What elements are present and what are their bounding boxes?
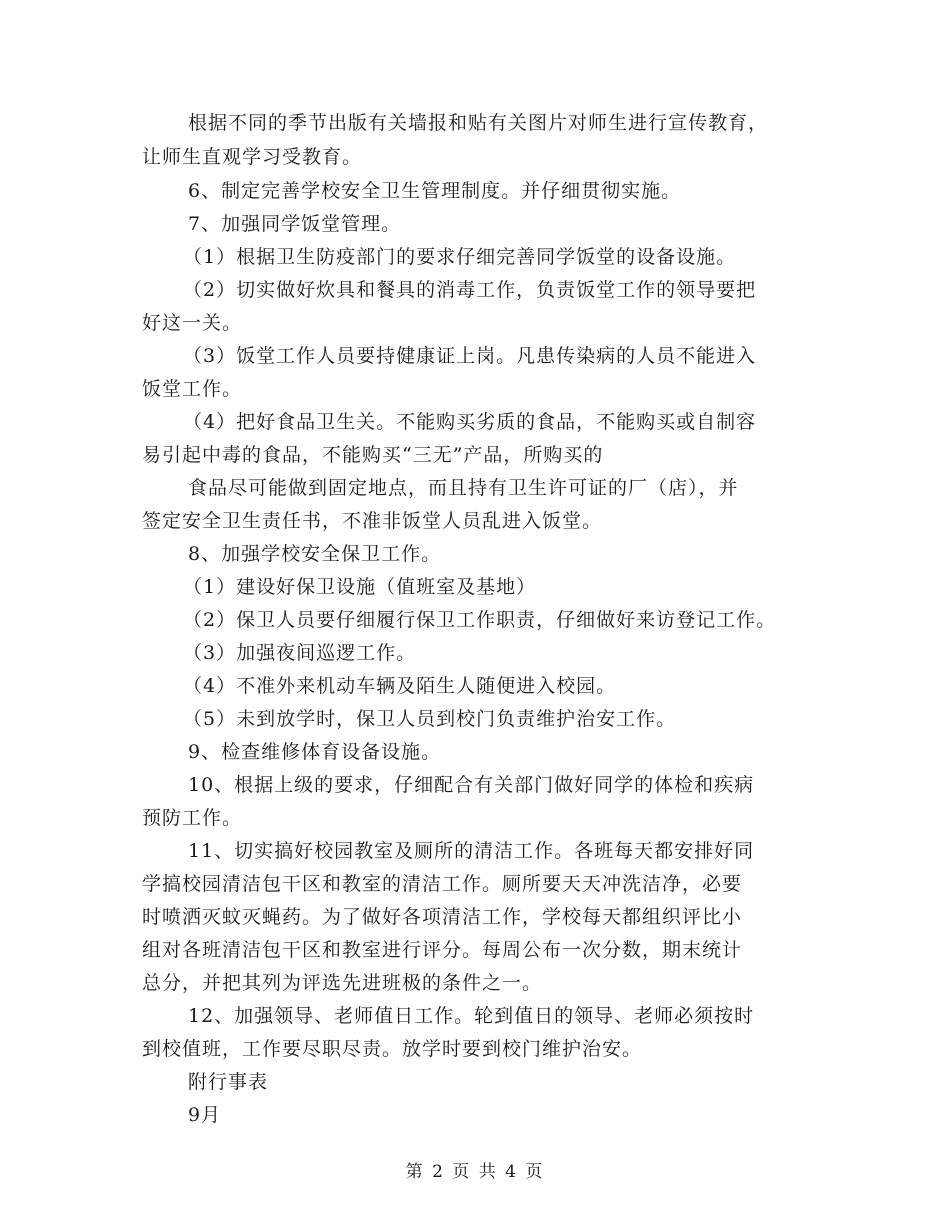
text-line-22: 预防工作。 <box>142 807 243 829</box>
text-line-25: 时喷洒灭蚊灭蝇药。为了做好各项清洁工作，学校每天都组织评比小 <box>142 906 743 928</box>
text-line-10: （4）把好食品卫生关。不能购买劣质的食品，不能购买或自制容 <box>183 411 757 433</box>
text-line-15: （1）建设好保卫设施（值班室及基地） <box>183 576 537 598</box>
text-line-11: 易引起中毒的食品，不能购买“三无”产品，所购买的 <box>142 444 604 466</box>
text-line-28: 12、加强领导、老师值日工作。轮到值日的领导、老师必须按时 <box>188 1005 755 1027</box>
text-line-6: （2）切实做好炊具和餐具的消毒工作，负责饭堂工作的领导要把 <box>183 279 757 301</box>
text-line-16: （2）保卫人员要仔细履行保卫工作职责，仔细做好来访登记工作。 <box>183 609 777 631</box>
text-line-13: 签定安全卫生责任书，不准非饭堂人员乱进入饭堂。 <box>142 510 603 532</box>
text-line-30: 附行事表 <box>188 1071 269 1093</box>
text-line-26: 组对各班清洁包干区和教室进行评分。每周公布一次分数，期末统计 <box>142 939 743 961</box>
text-line-29: 到校值班，工作要尽职尽责。放学时要到校门维护治安。 <box>142 1038 643 1060</box>
page-footer: 第 2 页 共 4 页 <box>405 1162 545 1182</box>
text-line-20: 9、检查维修体育设备设施。 <box>188 741 442 763</box>
text-line-17: （3）加强夜间巡逻工作。 <box>183 642 417 664</box>
text-line-12: 食品尽可能做到固定地点，而且持有卫生许可证的厂（店），并 <box>188 477 739 499</box>
text-line-9: 饭堂工作。 <box>142 378 243 400</box>
text-line-8: （3）饭堂工作人员要持健康证上岗。凡患传染病的人员不能进入 <box>183 345 757 367</box>
text-line-24: 学搞校园清洁包干区和教室的清洁工作。厕所要天天冲洗洁净，必要 <box>142 873 743 895</box>
text-line-27: 总分，并把其列为评选先进班极的条件之一。 <box>142 972 543 994</box>
text-line-23: 11、切实搞好校园教室及厕所的清洁工作。各班每天都安排好同 <box>188 840 755 862</box>
text-line-14: 8、加强学校安全保卫工作。 <box>188 543 442 565</box>
text-line-19: （5）未到放学时，保卫人员到校门负责维护治安工作。 <box>183 708 677 730</box>
text-line-7: 好这一关。 <box>142 312 243 334</box>
text-line-2: 让师生直观学习受教育。 <box>142 146 363 168</box>
text-line-5: （1）根据卫生防疫部门的要求仔细完善同学饭堂的设备设施。 <box>183 246 737 268</box>
text-line-1: 根据不同的季节出版有关墙报和贴有关图片对师生进行宣传教育， <box>188 112 769 134</box>
text-line-31: 9月 <box>188 1104 222 1126</box>
text-line-21: 10、根据上级的要求，仔细配合有关部门做好同学的体检和疾病 <box>188 774 755 796</box>
text-line-18: （4）不准外来机动车辆及陌生人随便进入校园。 <box>183 675 617 697</box>
text-line-3: 6、制定完善学校安全卫生管理制度。并仔细贯彻实施。 <box>188 180 682 202</box>
text-line-4: 7、加强同学饭堂管理。 <box>188 213 402 235</box>
